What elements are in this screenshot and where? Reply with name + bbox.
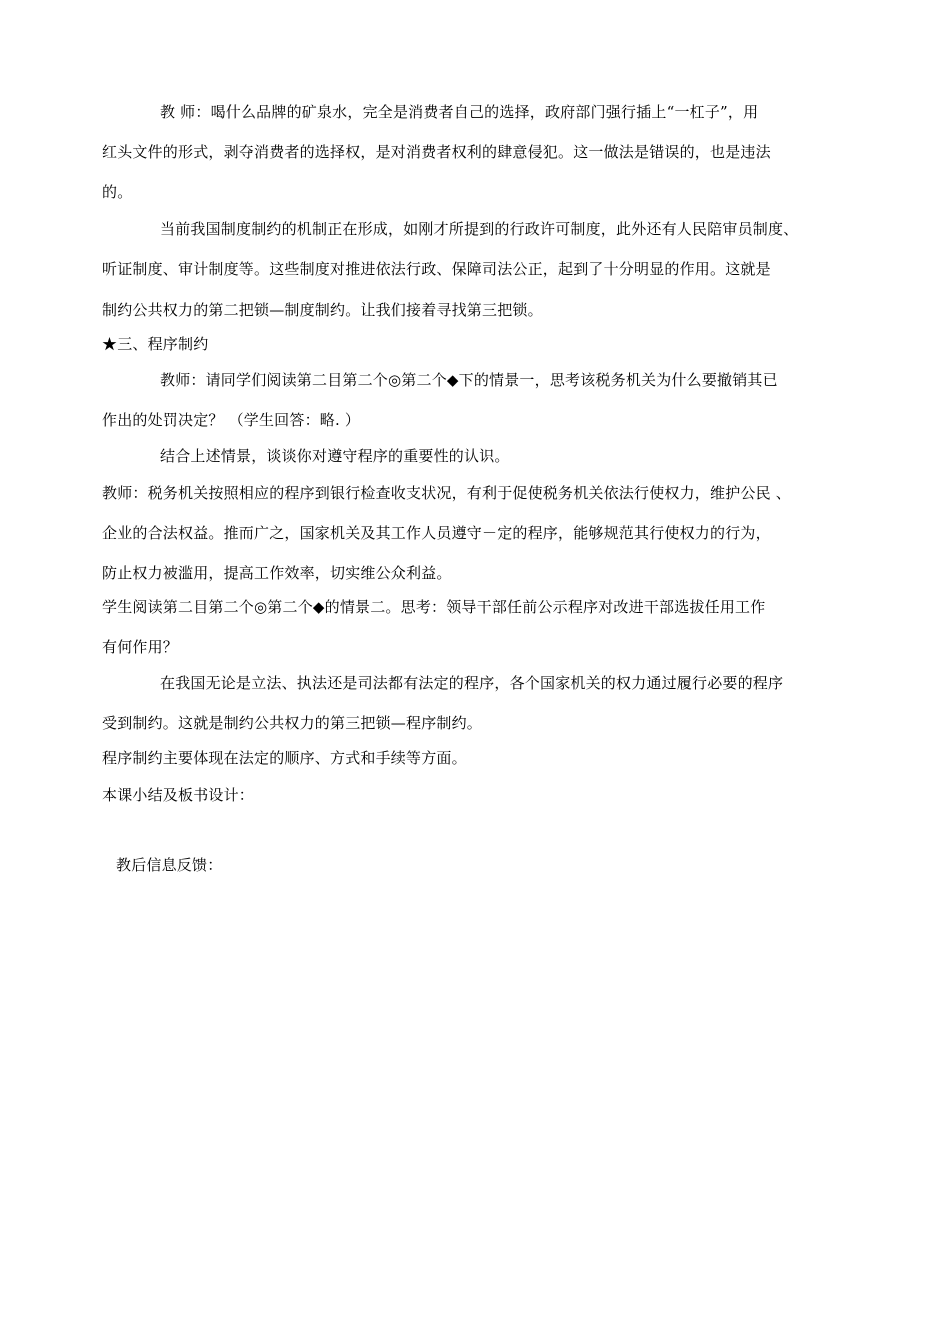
- paragraph-line: 防止权力被滥用，提高工作效率，切实维公众利益。: [102, 564, 452, 582]
- paragraph-line: 作出的处罚决定？ （学生回答：略. ）: [102, 411, 361, 429]
- section-heading: ★三、程序制约: [102, 335, 209, 353]
- paragraph-line: 在我国无论是立法、执法还是司法都有法定的程序，各个国家机关的权力通过履行必要的程序: [160, 674, 784, 692]
- paragraph-line: 学生阅读第二目第二个◎第二个◆的情景二。思考：领导干部任前公示程序对改进干部选拔任用工作: [102, 598, 766, 616]
- paragraph-line: 程序制约主要体现在法定的顺序、方式和手续等方面。: [102, 749, 467, 767]
- paragraph-line: 的。: [102, 183, 133, 201]
- paragraph-line: 结合上述情景，谈谈你对遵守程序的重要性的认识。: [160, 447, 510, 465]
- paragraph-line: 红头文件的形式，剥夺消费者的选择权，是对消费者权利的肆意侵犯。这一做法是错误的，也是违法: [102, 143, 771, 161]
- paragraph-line: 受到制约。这就是制约公共权力的第三把锁—程序制约。: [102, 714, 483, 732]
- paragraph-line: 听证制度、审计制度等。这些制度对推进依法行政、保障司法公正，起到了十分明显的作用。这就是: [102, 260, 771, 278]
- paragraph-line: 教师：税务机关按照相应的程序到银行检查收支状况，有利于促使税务机关依法行使权力，维护公民 、: [102, 484, 791, 502]
- paragraph-line: 教 师：喝什么品牌的矿泉水，完全是消费者自己的选择，政府部门强行插上“一杠子”，用: [160, 103, 759, 121]
- paragraph-line: 本课小结及板书设计：: [102, 786, 255, 804]
- paragraph-line: 企业的合法权益。推而广之，国家机关及其工作人员遵守－定的程序，能够规范其行使权力的行为，: [102, 524, 771, 542]
- paragraph-line: 有何作用？: [102, 638, 179, 656]
- paragraph-line: 教后信息反馈：: [116, 856, 223, 874]
- paragraph-line: 当前我国制度制约的机制正在形成，如刚才所提到的行政许可制度，此外还有人民陪审员制度、: [160, 220, 799, 238]
- paragraph-line: 教师：请同学们阅读第二目第二个◎第二个◆下的情景一，思考该税务机关为什么要撤销其已: [160, 371, 778, 389]
- paragraph-line: 制约公共权力的第二把锁—制度制约。让我们接着寻找第三把锁。: [102, 301, 543, 319]
